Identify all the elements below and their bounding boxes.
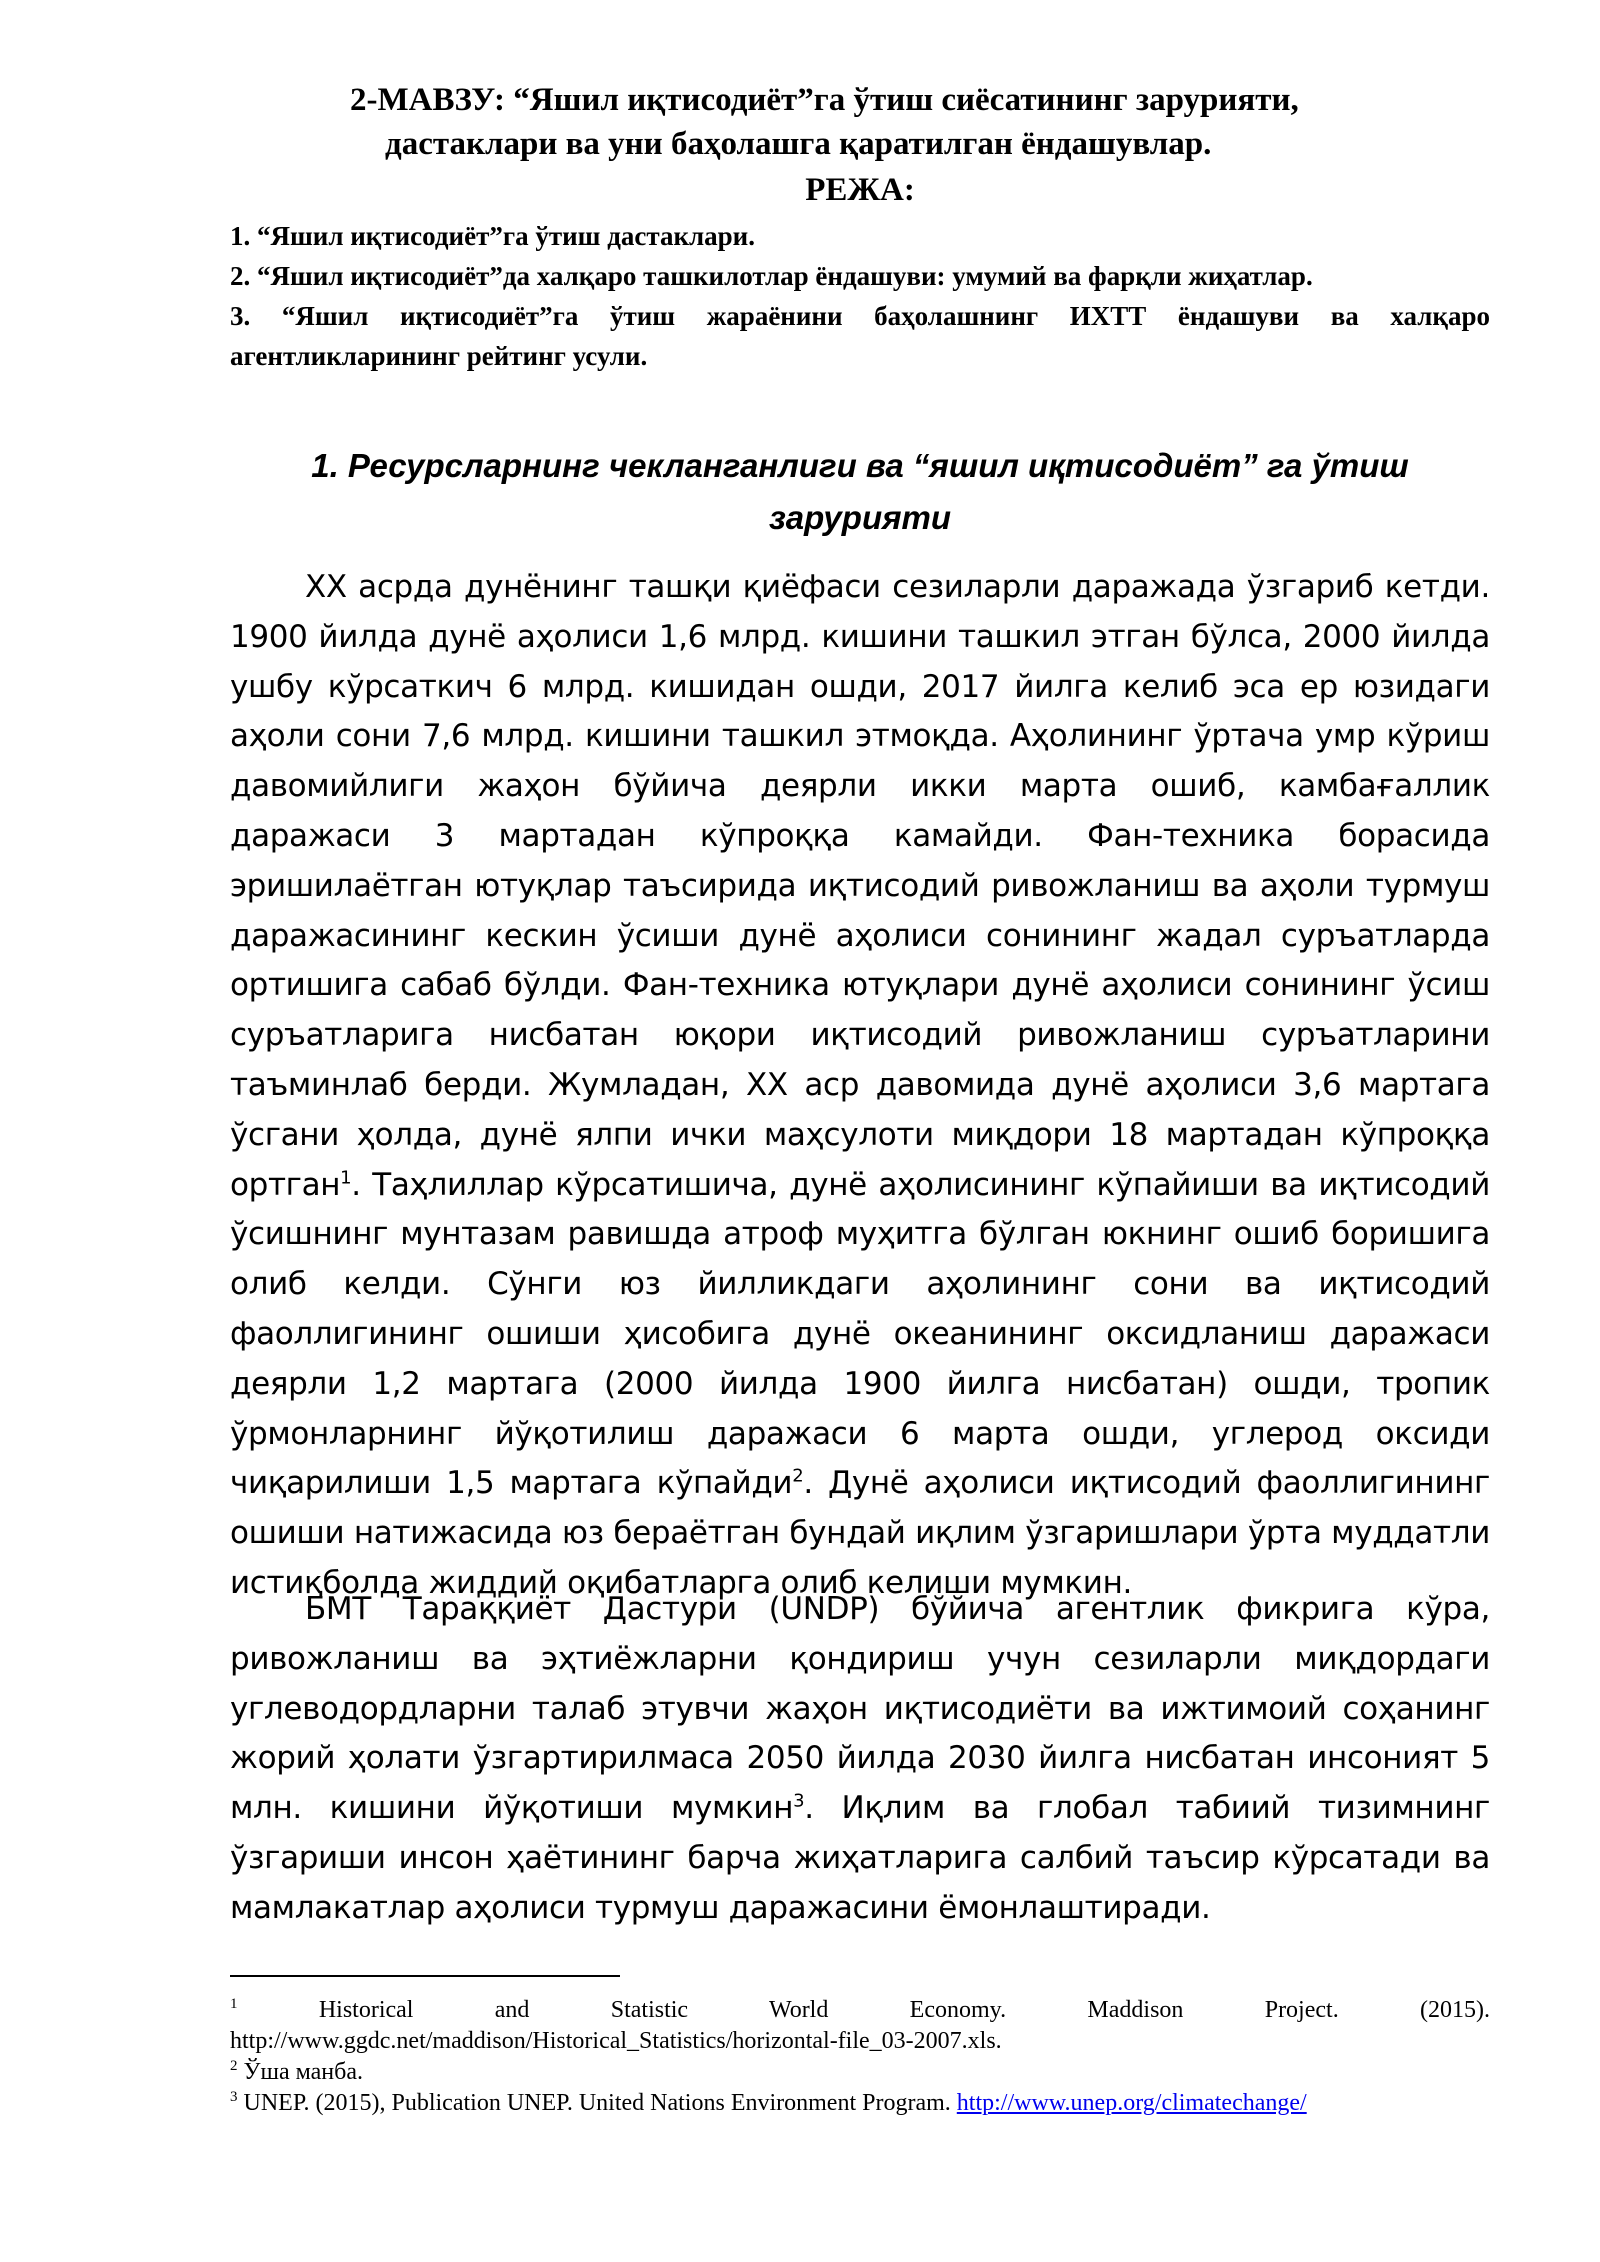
paragraph-2-text-a: БМТ Тараққиёт Дастури (UNDP) бўйича агентлик фикрига кўра, ривожланиш ва эҳтиёжларни қондириш учун сезиларли миқдордаги углеводордларни талаб этувчи жаҳон иқтисодиёти ва ижтимоий соҳанинг жорий ҳолати ўзгартирилмаса 2050 йилда 2030 йилга нисбатан инсоният 5 млн. кишини йўқотиши мумкин	[230, 1591, 1490, 1827]
body-paragraph-2	[230, 1585, 1490, 1934]
paragraph-1-text-a: ХХ асрда дунёнинг ташқи қиёфаси сезиларли даражада ўзгариб кетди. 1900 йилда дунё аҳолиси 1,6 млрд. кишини ташкил этган бўлса, 2000 йилда ушбу кўрсаткич 6 млрд. кишидан ошди, 2017 йилга келиб эса ер юзидаги аҳоли сони 7,6 млрд. кишини ташкил этмоқда. Аҳолининг ўртача умр кўриш давомийлиги жаҳон бўйича деярли икки марта ошиб, камбағаллик даражаси 3 мартадан кўпроққа камайди. Фан-техника борасида эришилаётган ютуқлар таъсирида иқтисодий ривожланиш ва аҳоли турмуш даражасининг кескин ўсиши дунё аҳолиси сонининг жадал суръатларда ортишига сабаб бўлди. Фан-техника ютуқлари дунё аҳолиси сонининг ўсиш суръатларига нисбатан юқори иқтисодий ривожланиш суръатларини таъминлаб берди. Жумладан, ХХ аср давомида дунё аҳолиси 3,6 мартага ўсгани ҳолда, дунё ялпи ички маҳсулоти миқдори 18 мартадан кўпроққа ортган	[230, 569, 1490, 1203]
footnote-ref-3[interactable]: 3	[793, 1790, 805, 1812]
footnote-3-text: UNEP. (2015), Publication UNEP. United Nations Environment Program.	[237, 2090, 957, 2116]
footnote-3	[230, 2088, 1490, 2119]
footnote-3-link[interactable]: http://www.unep.org/climatechange/	[956, 2090, 1307, 2116]
title-line-2: дастаклари ва уни баҳолашга қаратилган ёндашувлар.	[385, 126, 1212, 162]
footnote-1-url	[230, 2026, 1490, 2057]
footnote-2	[230, 2057, 1490, 2088]
title-line-1: 2-МАВЗУ: “Яшил иқтисодиёт”га ўтиш сиёсатининг зарурияти,	[350, 82, 1299, 118]
plan-item-1: 1. “Яшил иқтисодиёт”га ўтиш дастаклари.	[230, 221, 755, 251]
footnote-ref-1[interactable]: 1	[340, 1167, 352, 1189]
plan-list	[230, 216, 1490, 376]
footnote-1-url-text: http://www.ggdc.net/maddison/Historical_Statistics/horizontal-file_03-2007.xls.	[230, 2028, 1002, 2054]
footnote-ref-2[interactable]: 2	[792, 1466, 804, 1488]
page-title	[230, 78, 1490, 166]
footnote-2-number: 2	[230, 2058, 238, 2074]
plan-item-3: 3. “Яшил иқтисодиёт”га ўтиш жараёнини баҳолашнинг ИХТТ ёндашуви ва халқаро агентликларининг рейтинг усули.	[230, 301, 1490, 371]
body-paragraph-1	[230, 563, 1490, 1609]
plan-heading: РЕЖА:	[805, 172, 915, 208]
footnote-2-text: Ўша манба.	[237, 2059, 364, 2085]
paragraph-2-text-b: . Иқлим ва глобал табиий тизимнинг ўзгариши инсон ҳаётининг барча жиҳатларига салбий таъсир кўрсатади ва мамлакатлар аҳолиси турмуш даражасини ёмонлаштиради.	[230, 1790, 1490, 1926]
paragraph-1-text-b: . Таҳлиллар кўрсатишича, дунё аҳолисининг кўпайиши ва иқтисодий ўсишнинг мунтазам равишда атроф муҳитга бўлган юкнинг ошиб боришига олиб келди. Сўнги юз йилликдаги аҳолининг сони ва иқтисодий фаоллигининг ошиши ҳисобига дунё океанининг оксидланиш даражаси деярли 1,2 мартага (2000 йилда 1900 йилга нисбатан) ошди, тропик ўрмонларнинг йўқотилиш даражаси 6 марта ошди, углерод оксиди чиқарилиши 1,5 мартага кўпайди	[230, 1166, 1490, 1502]
footnote-3-number: 3	[230, 2089, 238, 2105]
footnote-1	[230, 1995, 1490, 2026]
footnote-1-text: Historical and Statistic World Economy. Maddison Project. (2015).	[237, 1997, 1490, 2023]
paragraph-1-text-c: . Дунё аҳолиси иқтисодий фаоллигининг ошиши натижасида юз бераётган бундай иқлим ўзгаришлари ўрта муддатли истиқболда жиддий оқибатларга олиб келиши мумкин.	[230, 1465, 1490, 1601]
footnotes-list	[230, 1995, 1490, 2119]
plan-item-2: 2. “Яшил иқтисодиёт”да халқаро ташкилотлар ёндашуви: умумий ва фарқли жиҳатлар.	[230, 261, 1313, 291]
footnote-separator	[230, 1975, 620, 1977]
footnote-1-number: 1	[230, 1996, 238, 2012]
section-heading: 1. Ресурсларнинг чекланганлиги ва “яшил иқтисодиёт” га ўтиш зарурияти	[311, 447, 1409, 536]
